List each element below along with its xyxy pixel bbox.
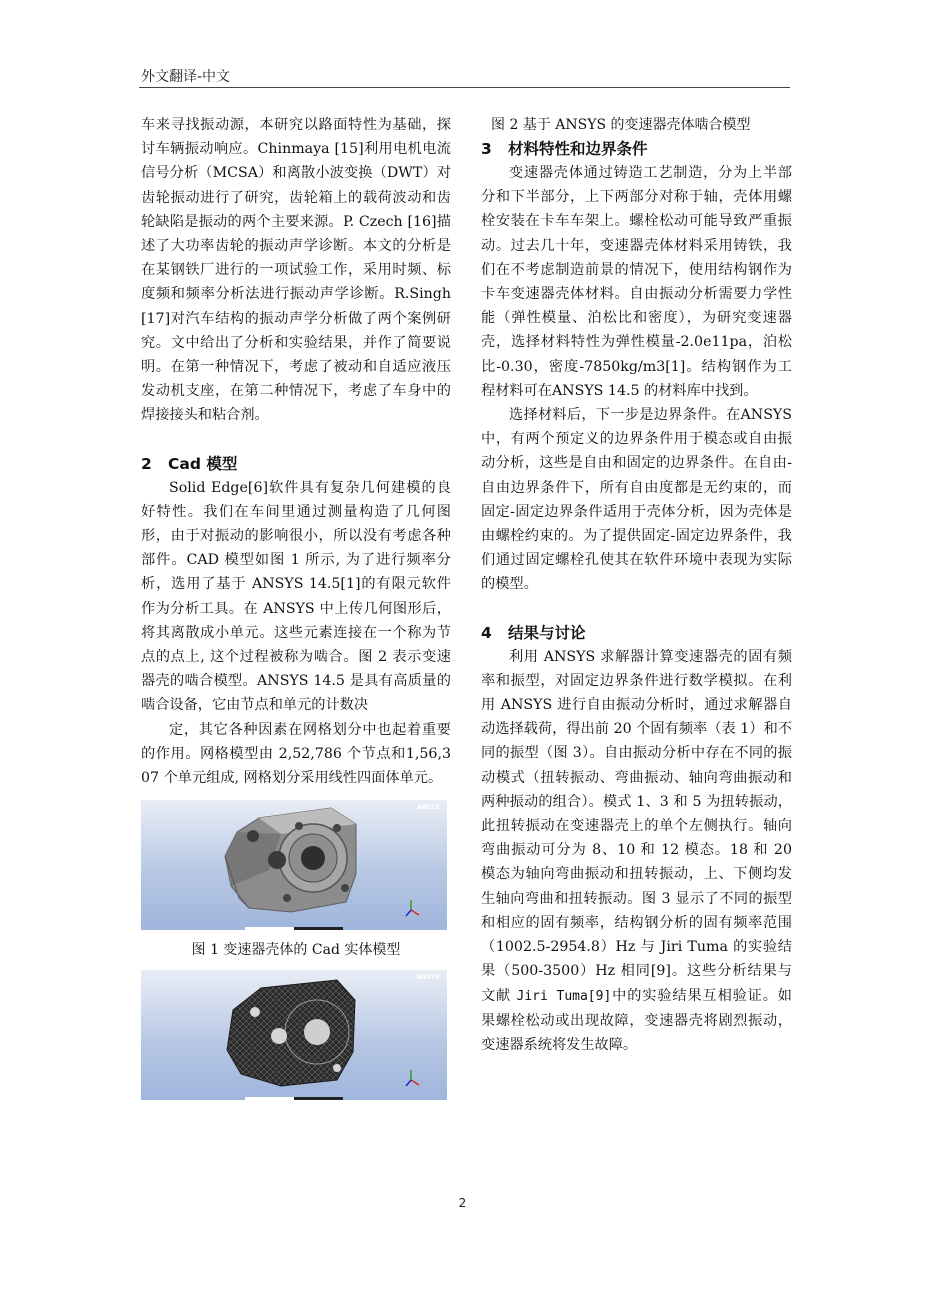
section-3-paragraph-1: 变速器壳体通过铸造工艺制造，分为上半部分和下半部分，上下两部分对称于轴，壳体用螺栓安装在卡车车架上。螺栓松动可能导致严重振动。过去几十年，变速器壳体材料采用铸铁，我们在不考虑制造前景的情况下，使用结构钢作为卡车变速器壳体材料。自由振动分析需要力学性能（弹性模量、泊松比和密度），为研究变速器壳，选择材料特性为弹性模量-2.0e11pa，泊松比-0.30，密度-7850kg/m3[1]。结构钢作为工程材料可在ANSYS 14.5 的材料库中找到。 bbox=[481, 165, 792, 399]
gearbox-solid-render bbox=[141, 800, 447, 930]
header-divider bbox=[139, 87, 790, 88]
page-number: 2 bbox=[458, 1196, 467, 1210]
figure-2-caption: 图 2 基于 ANSYS 的变速器壳体啮合模型 bbox=[491, 117, 751, 133]
intro-paragraph: 车来寻找振动源，本研究以路面特性为基础，探讨车辆振动响应。Chinmaya [15]利用电机电流信号分析（MCSA）和离散小波变换（DWT）对齿轮振动进行了研究，齿轮箱上的载荷波动和齿轮缺陷是振动的两个主要来源。P. Czech [16]描述了大功率齿轮的振动声学诊断。本文的分析是在某钢铁厂进行的一项试验工作，采用时频、标度频和频率分析法进行振动声学诊断。R.Singh[17]对汽车结构的振动声学分析做了两个案例研究。文中给出了分析和实验结果，并作了简要说明。在第一种情况下，考虑了被动和自适应液压发动机支座，在第二种情况下，考虑了车身中的焊接接头和粘合剂。 bbox=[141, 117, 451, 424]
header-title: 外文翻译-中文 bbox=[141, 69, 231, 85]
section-4-heading bbox=[481, 621, 792, 645]
section-2-heading bbox=[141, 452, 451, 476]
section-3-number: 3 bbox=[481, 140, 492, 158]
section-2-title: Cad 模型 bbox=[168, 454, 238, 473]
section-2-number: 2 bbox=[141, 454, 152, 473]
section-4-text-part-2: 中的实验结果互相验证。如果螺栓松动或出现故障，变速器壳将剧烈振动，变速器系统将发生故障。 bbox=[481, 987, 792, 1053]
section-2-paragraph-1: Solid Edge[6]软件具有复杂几何建模的良好特性。我们在车间里通过测量构造了几何图形，由于对振动的影响很小，所以没有考虑各种部件。CAD 模型如图 1 所示, 为了进行频率分析，选用了基于 ANSYS 14.5[1]的有限元软件作为分析工具。在 ANSYS 中上传几何图形后，将其离散成小单元。这些元素连接在一个称为节点的点上, 这个过程被称为啮合。图 2 表示变速器壳的啮合模型。ANSYS 14.5 是具有高质量的啮合设备，它由节点和单元的计数决 bbox=[141, 479, 451, 714]
section-4-reference: Jiri Tuma[9] bbox=[516, 988, 612, 1004]
ansys-logo: ANSYS bbox=[417, 804, 440, 812]
axis-triad-icon bbox=[405, 898, 421, 918]
section-2-paragraph-2: 定，其它各种因素在网格划分中也起着重要的作用。网格模型由 2,52,786 个节点和1,56,307 个单元组成, 网格划分采用线性四面体单元。 bbox=[141, 721, 451, 787]
figure-1-caption: 图 1 变速器壳体的 Cad 实体模型 bbox=[191, 942, 401, 959]
section-3-title: 材料特性和边界条件 bbox=[508, 140, 648, 158]
figure-2-mesh-model-image bbox=[141, 970, 447, 1100]
gearbox-mesh-render bbox=[141, 970, 447, 1100]
figure-1-cad-model-image bbox=[141, 800, 447, 930]
left-column bbox=[141, 113, 451, 1100]
section-4-paragraph bbox=[481, 645, 792, 1057]
section-4-text-part-1: 利用 ANSYS 求解器计算变速器壳的固有频率和振型，对固定边界条件进行数学模拟。在利用 ANSYS 进行自由振动分析时，通过求解器自动选择载荷，得出前 20 个固有频率（表 1）和不同的振型（图 3）。自由振动分析中存在不同的振动模式（扭转振动、弯曲振动、轴向弯曲振动和两种振动的组合）。模式 1、3 和 5 为扭转振动，此扭转振动在变速器壳上的单个左侧执行。轴向弯曲振动可分为 8、10 和 12 模态。18 和 20 模态为轴向弯曲振动和扭转振动，上、下侧均发生轴向弯曲和扭转振动。图 3 显示了不同的振型和相应的固有频率，结构钢分析的固有频率范围（1002.5-2954.8）Hz 与 Jiri Tuma 的实验结果（500-3500）Hz 相同[9]。这些分析结果与文献 bbox=[481, 648, 792, 1004]
section-3-paragraph-2: 选择材料后，下一步是边界条件。在ANSYS 中，有两个预定义的边界条件用于模态或自由振动分析，这些是自由和固定的边界条件。在自由-自由边界条件下，所有自由度都是无约束的，而固定-固定边界条件适用于壳体分析，因为壳体是由螺栓约束的。为了提供固定-固定边界条件，我们通过固定螺栓孔使其在软件环境中表现为实际的模型。 bbox=[481, 407, 792, 593]
section-3-heading bbox=[481, 137, 792, 161]
axis-triad-icon bbox=[405, 1068, 421, 1088]
scale-bar bbox=[245, 916, 345, 920]
right-column bbox=[481, 113, 792, 1057]
ansys-logo: ANSYS bbox=[417, 974, 440, 982]
section-4-number: 4 bbox=[481, 623, 492, 642]
scale-bar bbox=[245, 1086, 345, 1090]
section-4-title: 结果与讨论 bbox=[508, 623, 586, 642]
